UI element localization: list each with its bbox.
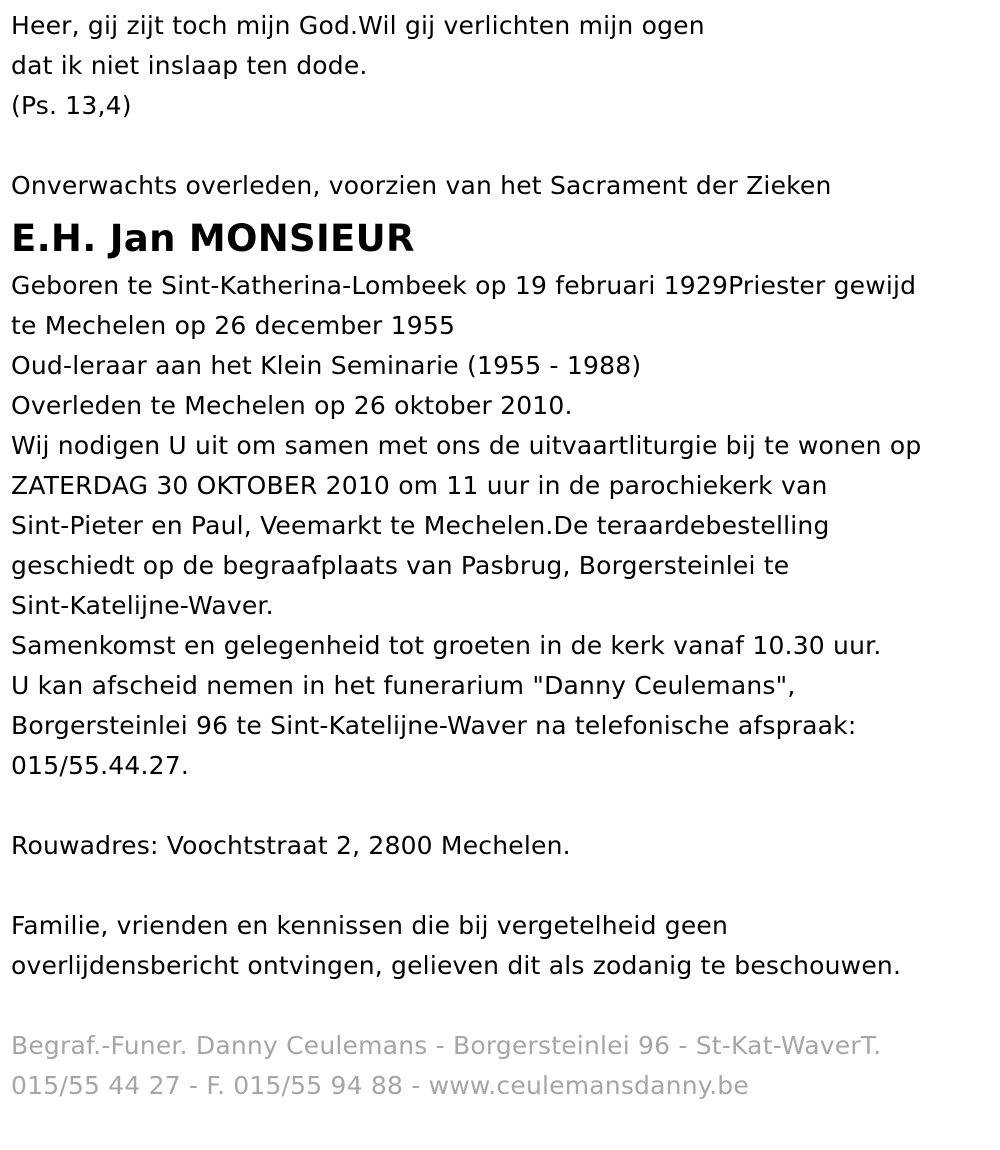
- intro-text: Onverwachts overleden, voorzien van het Sacrament der Zieken: [11, 171, 832, 200]
- notice-line: Familie, vrienden en kennissen die bij vergetelheid geen: [11, 911, 729, 940]
- detail-line: Wij nodigen U uit om samen met ons de uitvaartliturgie bij te wonen op: [11, 431, 922, 460]
- footer-line: 015/55 44 27 - F. 015/55 94 88 - www.ceulemansdanny.be: [11, 1071, 749, 1100]
- detail-line: U kan afscheid nemen in het funerarium "Danny Ceulemans",: [11, 671, 796, 700]
- spacer: [11, 866, 991, 906]
- detail-line: Samenkomst en gelegenheid tot groeten in de kerk vanaf 10.30 uur.: [11, 631, 882, 660]
- detail-line: 015/55.44.27.: [11, 751, 190, 780]
- detail-line: Overleden te Mechelen op 26 oktober 2010.: [11, 391, 573, 420]
- detail-line: geschiedt op de begraafplaats van Pasbrug, Borgersteinlei te: [11, 551, 790, 580]
- verse-line: Heer, gij zijt toch mijn God.Wil gij verlichten mijn ogen: [11, 11, 705, 40]
- funeral-home-footer: [11, 1026, 991, 1106]
- detail-line: Geboren te Sint-Katherina-Lombeek op 19 februari 1929Priester gewijd: [11, 271, 917, 300]
- details-block: [11, 266, 991, 786]
- detail-line: Sint-Pieter en Paul, Veemarkt te Mechelen.De teraardebestelling: [11, 511, 830, 540]
- detail-line: Sint-Katelijne-Waver.: [11, 591, 274, 620]
- spacer: [11, 786, 991, 826]
- notice-block: [11, 906, 991, 986]
- notice-line: overlijdensbericht ontvingen, gelieven dit als zodanig te beschouwen.: [11, 951, 902, 980]
- mourning-address: Rouwadres: Voochtstraat 2, 2800 Mechelen.: [11, 831, 571, 860]
- detail-line: Borgersteinlei 96 te Sint-Katelijne-Waver na telefonische afspraak:: [11, 711, 857, 740]
- detail-line: Oud-leraar aan het Klein Seminarie (1955 - 1988): [11, 351, 642, 380]
- spacer: [11, 986, 991, 1026]
- obituary-notice: [11, 6, 991, 1106]
- verse-reference: (Ps. 13,4): [11, 91, 132, 120]
- spacer: [11, 126, 991, 166]
- deceased-name: E.H. Jan MONSIEUR: [11, 217, 415, 260]
- footer-line: Begraf.-Funer. Danny Ceulemans - Borgersteinlei 96 - St-Kat-WaverT.: [11, 1031, 882, 1060]
- detail-line: te Mechelen op 26 december 1955: [11, 311, 456, 340]
- verse-line: dat ik niet inslaap ten dode.: [11, 51, 368, 80]
- bible-verse: [11, 6, 991, 126]
- detail-line: ZATERDAG 30 OKTOBER 2010 om 11 uur in de parochiekerk van: [11, 471, 828, 500]
